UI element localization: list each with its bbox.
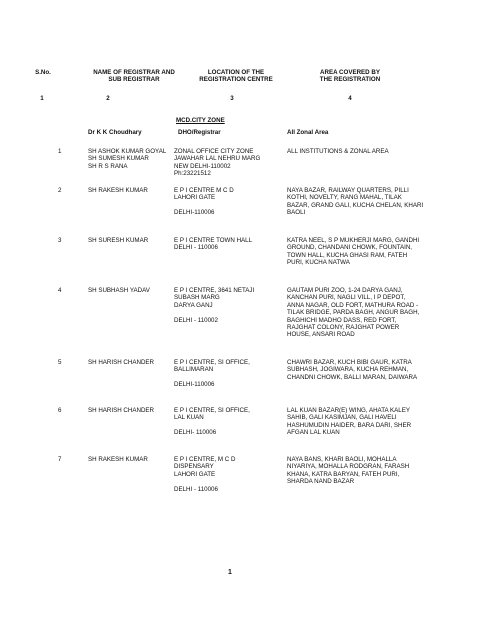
registrar-name: SH ASHOK KUMAR GOYAL	[88, 148, 167, 155]
location-line: LAHORI GATE	[174, 194, 216, 202]
registrar-name: SH RAKESH KUMAR	[88, 187, 148, 194]
area-line: GAUTAM PURI ZOO, 1-24 DARYA GANJ,	[287, 287, 403, 294]
row-area	[287, 237, 419, 267]
zone-registrar: Dr K K Choudhary	[88, 129, 142, 136]
header-location-line: REGISTRATION CENTRE	[199, 76, 273, 84]
header-registrar	[78, 69, 190, 84]
location-line: SUBASH MARG	[174, 294, 220, 302]
zone-area: All Zonal Area	[287, 129, 329, 136]
area-line: CHAWRI BAZAR, KUCH BIBI GAUR, KATRA	[287, 359, 412, 366]
location-line: NEW DELHI-110002	[174, 162, 231, 170]
registrar-name: SH SUMESH KUMAR	[88, 155, 149, 163]
registrar-name: SH SURESH KUMAR	[88, 237, 149, 244]
row-area	[287, 359, 417, 381]
row-location	[174, 407, 250, 437]
location-line	[174, 478, 235, 485]
area-line: KATRA NEEL, S P MUKHERJI MARG, GANDHI	[287, 237, 420, 244]
area-line: SHARDA NAND BAZAR	[287, 478, 355, 486]
row-area	[287, 287, 419, 339]
row-sno: 2	[58, 187, 62, 194]
row-location	[174, 456, 235, 493]
header-location-line: LOCATION OF THE	[207, 69, 265, 76]
location-line: JAWAHAR LAL NEHRU MARG	[174, 155, 261, 163]
area-line: HOUSE, ANSARI ROAD	[287, 331, 355, 339]
page-number: 1	[228, 569, 232, 576]
location-line	[174, 374, 250, 381]
location-line: LAL KUAN	[174, 414, 204, 422]
row-area	[287, 456, 409, 486]
area-line: NIYARIYA, MOHALLA RODGRAN, FARASH	[287, 463, 410, 471]
area-line: NAYA BANS, KHARI BAOLI, MOHALLA	[287, 456, 397, 463]
location-line: DISPENSARY	[174, 463, 214, 471]
area-line: BAZAR, GRAND GALI, KUCHA CHELAN, KHARI	[287, 201, 424, 209]
header-registrar-line: NAME OF REGISTRAR AND	[93, 69, 175, 76]
location-line: DELHI - 110006	[174, 485, 218, 493]
area-line: PURI, KUCHA NATWA	[287, 259, 350, 267]
row-registrars	[88, 237, 148, 244]
col-number: 1	[40, 95, 44, 102]
location-line: DELHI-110006	[174, 209, 215, 217]
row-sno: 3	[58, 237, 62, 244]
row-area	[287, 407, 411, 437]
area-line: CHANDNI CHOWK, BALLI MARAN, DAIWARA	[287, 373, 418, 381]
row-registrars	[88, 359, 154, 366]
area-line: ANNA NAGAR, OLD FORT, MATHURA ROAD -	[287, 301, 419, 309]
header-sno: S.No.	[35, 69, 51, 76]
area-line: GROUND, CHANDANI CHOWK, FOUNTAIN,	[287, 244, 413, 252]
row-area	[287, 148, 389, 155]
location-line	[174, 202, 234, 209]
row-location	[174, 148, 260, 178]
col-number: 3	[230, 95, 234, 102]
row-sno: 4	[58, 287, 62, 294]
location-line	[174, 422, 250, 429]
registrar-name: SH R S RANA	[88, 162, 128, 170]
row-location	[174, 187, 234, 217]
location-line: E P I CENTRE M C D	[174, 187, 234, 194]
area-line: BAGHICHI MADHO DASS, RED FORT,	[287, 316, 397, 324]
location-line: DELHI - 110002	[174, 316, 218, 324]
row-registrars	[88, 407, 154, 414]
header-registrar-line: SUB REGISTRAR	[108, 76, 160, 84]
row-registrars	[88, 287, 150, 294]
zone-title: MCD.CITY ZONE	[176, 117, 225, 124]
area-line: TILAK BRIDGE, PARDA BAGH, ANGUR BAGH,	[287, 309, 420, 317]
area-line: RAJGHAT COLONY, RAJGHAT POWER	[287, 324, 400, 332]
area-line: AFGAN LAL KUAN	[287, 429, 340, 437]
area-line: NAYA BAZAR, RAILWAY QUARTERS, PILLI	[287, 187, 409, 194]
row-location	[174, 237, 252, 252]
row-area	[287, 187, 423, 217]
row-registrars	[88, 187, 148, 194]
area-line: KOTHI, NOVELTY, RANG MAHAL, TILAK	[287, 194, 402, 202]
location-line: E P I CENTRE TOWN HALL	[174, 237, 253, 244]
header-area-line: AREA COVERED BY	[320, 69, 380, 76]
row-sno: 7	[58, 456, 62, 463]
location-line: DARYA GANJ	[174, 301, 213, 309]
location-line: DELHI - 110006	[174, 244, 218, 252]
location-line: Ph:23221512	[174, 170, 211, 178]
location-line: E P I CENTRE, SI OFFICE,	[174, 359, 250, 366]
registrar-name: SH HARISH CHANDER	[88, 359, 155, 366]
registrar-name: SH SUBHASH YADAV	[88, 287, 150, 294]
header-area-line: THE REGISTRATION	[319, 76, 381, 84]
location-line: BALLIMARAN	[174, 366, 214, 374]
row-sno: 1	[58, 148, 62, 155]
location-line: ZONAL OFFICE CITY ZONE	[174, 148, 254, 155]
row-sno: 6	[58, 407, 62, 414]
row-registrars	[88, 456, 148, 463]
area-line: HASHUMUDIN HAIDER, BARA DARI, SHER	[287, 421, 412, 429]
area-line: SAHIB, GALI KASIMJAN, GALI HAVELI	[287, 414, 397, 422]
row-registrars	[88, 148, 166, 170]
row-sno: 5	[58, 359, 62, 366]
location-line: E P I CENTRE, 3641 NETAJI	[174, 287, 255, 294]
area-line: TOWN HALL, KUCHA GHASI RAM, FATEH	[287, 251, 408, 259]
row-location	[174, 287, 254, 324]
area-line: KANCHAN PURI, NAGLI VILL, I P DEPOT,	[287, 294, 406, 302]
area-line: SUBHASH, JOGIWARA, KUCHA REHMAN,	[287, 366, 409, 374]
zone-role: DHO/Registrar	[178, 129, 221, 136]
col-number: 4	[348, 95, 352, 102]
registrar-name: SH HARISH CHANDER	[88, 407, 155, 414]
location-line: E P I CENTRE, SI OFFICE,	[174, 407, 250, 414]
location-line: DELHI- 110006	[174, 429, 217, 437]
location-line	[174, 309, 254, 316]
area-line: LAL KUAN BAZAR(E) WING, AHATA KALEY	[287, 407, 410, 414]
header-location	[182, 69, 290, 84]
location-line: DELHI-110006	[174, 381, 215, 389]
area-line: BAOLI	[287, 209, 306, 217]
area-line: ALL INSTITUTIONS & ZONAL AREA	[287, 148, 389, 155]
location-line: E P I CENTRE, M C D	[174, 456, 236, 463]
registrar-name: SH RAKESH KUMAR	[88, 456, 148, 463]
header-area	[292, 69, 408, 84]
area-line: KHANA, KATRA BARYAN, FATEH PURI,	[287, 470, 400, 478]
col-number: 2	[106, 95, 110, 102]
row-location	[174, 359, 250, 389]
location-line: LAHORI GATE	[174, 470, 216, 478]
